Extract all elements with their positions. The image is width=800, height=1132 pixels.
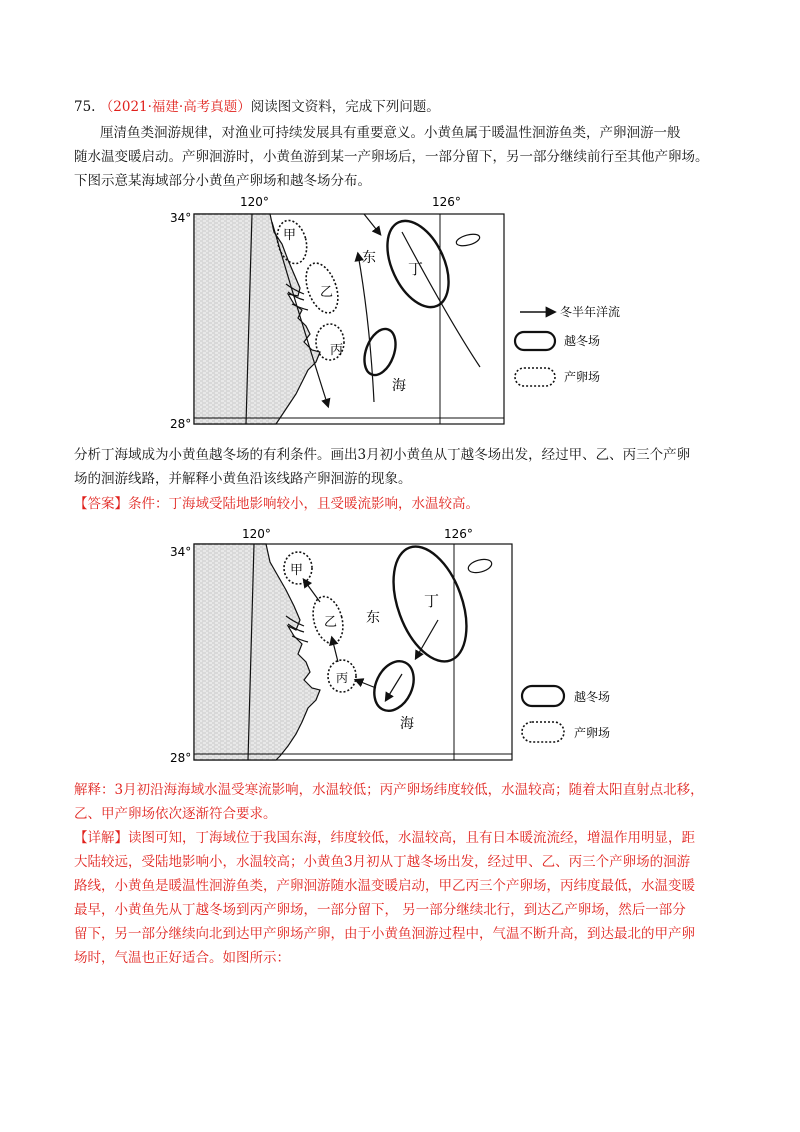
label-dong: 东: [366, 610, 380, 626]
detail-text-1: 读图可知，丁海域位于我国东海，纬度较低，水温较高，且有日本暖流流经，增温作用明显，距: [128, 830, 695, 846]
answer-label: 【答案】: [74, 496, 128, 512]
detail-label: 【详解】: [74, 830, 128, 846]
lat-label-34: 34°: [170, 545, 192, 559]
label-hai: 海: [392, 378, 406, 394]
lat-label-28: 28°: [170, 417, 192, 431]
label-bing: 丙: [330, 343, 344, 358]
map-figure-2: [170, 526, 650, 766]
lon-label-126: 126°: [432, 195, 461, 209]
legend-spawn-label: 产卵场: [574, 726, 611, 740]
question-instruction: 阅读图文资料，完成下列问题。: [250, 99, 440, 115]
explain-line-1: 解释：3月初沿海海域水温受寒流影响，水温较低；丙产卵场纬度较低，水温较高；随着太阳直射点北移，: [74, 782, 704, 798]
label-yi: 乙: [320, 285, 334, 300]
detail-line-5: 留下，另一部分继续向北到达甲产卵场产卵，由于小黄鱼洄游过程中，气温不断升高，到达最北的甲产卵: [74, 926, 695, 942]
legend-winter-label: 越冬场: [564, 334, 601, 348]
legend-spawn-label: 产卵场: [564, 370, 601, 384]
legend-current-label: 冬半年洋流: [560, 305, 621, 319]
label-hai: 海: [400, 716, 414, 732]
legend-winter-symbol: [515, 332, 555, 350]
question-number: 75.: [74, 99, 96, 115]
question-paragraph-3: 下图示意某海域部分小黄鱼产卵场和越冬场分布。: [74, 173, 371, 189]
answer-line: [74, 493, 479, 515]
lon-label-120: 120°: [240, 195, 269, 209]
detail-line-1: [74, 827, 695, 849]
legend-winter-label: 越冬场: [574, 690, 611, 704]
question-paragraph-2: 随水温变暖启动。产卵洄游时，小黄鱼游到某一产卵场后，一部分留下，另一部分继续前行至其他产卵场。: [74, 149, 709, 165]
question-header: [74, 96, 440, 118]
detail-line-2: 大陆较远，受陆地影响小，水温较高；小黄鱼3月初从丁越冬场出发，经过甲、乙、丙三个产卵场的洄游: [74, 854, 691, 870]
question-paragraph-1: 厘清鱼类洄游规律，对渔业可持续发展具有重要意义。小黄鱼属于暖温性洄游鱼类，产卵洄游一般: [100, 125, 681, 141]
question-source: （2021·福建·高考真题）: [99, 99, 251, 115]
question-ask-2: 场的洄游线路，并解释小黄鱼沿该线路产卵洄游的现象。: [74, 471, 412, 487]
label-jia: 甲: [283, 228, 297, 243]
label-yi: 乙: [324, 615, 338, 630]
map-figure-1: [170, 192, 650, 432]
label-dong: 东: [362, 250, 376, 266]
legend-spawn-symbol: [522, 722, 564, 742]
detail-line-4: 最早，小黄鱼先从丁越冬场到丙产卵场，一部分留下， 另一部分继续北行，到达乙产卵场，然后一部分: [74, 902, 686, 918]
lat-label-34: 34°: [170, 211, 192, 225]
explain-line-2: 乙、甲产卵场依次逐渐符合要求。: [74, 806, 277, 822]
question-ask-1: 分析丁海域成为小黄鱼越冬场的有利条件。画出3月初小黄鱼从丁越冬场出发，经过甲、乙、丙三个产卵: [74, 447, 691, 463]
legend-winter-symbol: [522, 686, 564, 706]
label-ding: 丁: [408, 260, 424, 278]
label-bing: 丙: [336, 671, 349, 685]
lon-label-120: 120°: [242, 527, 271, 541]
label-jia: 甲: [290, 563, 304, 578]
answer-text: 条件：丁海域受陆地影响较小，且受暖流影响，水温较高。: [128, 496, 479, 512]
lat-label-28: 28°: [170, 751, 192, 765]
detail-line-6: 场时，气温也正好适合。如图所示：: [74, 950, 290, 966]
label-ding: 丁: [424, 592, 440, 610]
detail-line-3: 路线，小黄鱼是暖温性洄游鱼类，产卵洄游随水温变暖启动，甲乙丙三个产卵场，丙纬度最低，水温变暖: [74, 878, 695, 894]
legend-spawn-symbol: [515, 368, 555, 386]
lon-label-126: 126°: [444, 527, 473, 541]
